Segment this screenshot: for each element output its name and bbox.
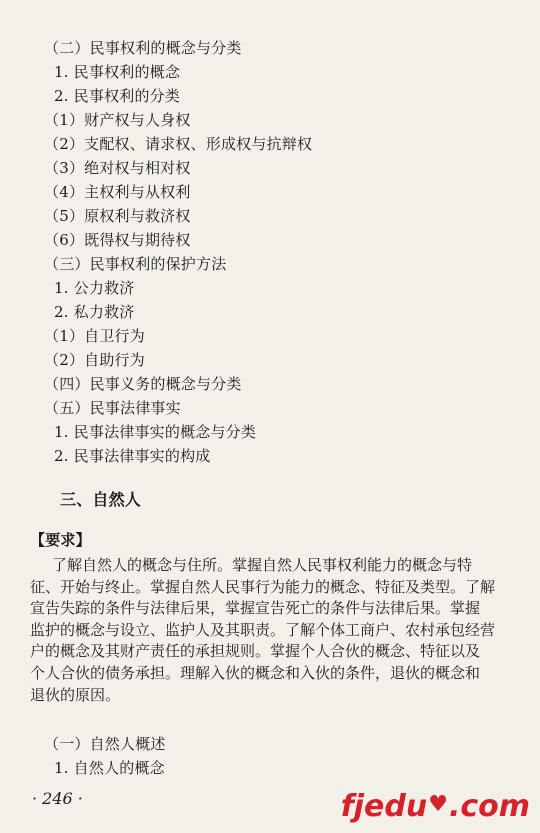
paragraph-line: 监护的概念与设立、监护人及其职责。了解个体工商户、农村承包经营 <box>30 620 496 639</box>
outline-line-5: （2）支配权、请求权、形成权与抗辩权 <box>44 135 313 153</box>
paragraph-line: 征、开始与终止。掌握自然人民事行为能力的概念、特征及类型。了解 <box>30 577 496 596</box>
outline-line-10: （三）民事权利的保护方法 <box>44 255 227 273</box>
page-number: · 246 · <box>32 789 83 808</box>
outline-line-2: 1. 民事权利的概念 <box>54 63 181 81</box>
outline-line-6: （3）绝对权与相对权 <box>44 159 191 177</box>
sub-item: 1. 自然人的概念 <box>54 759 165 777</box>
outline-line-4: （1）财产权与人身权 <box>44 111 191 129</box>
outline-line-14: （2）自助行为 <box>44 351 145 369</box>
watermark-text-left: fjedu <box>340 788 428 824</box>
watermark-text-right: .com <box>448 788 530 824</box>
paragraph-line: 退伙的原因。 <box>30 685 121 704</box>
outline-line-15: （四）民事义务的概念与分类 <box>44 375 242 393</box>
requirement-label: 【要求】 <box>30 531 91 549</box>
outline-line-12: 2. 私力救济 <box>54 303 135 321</box>
section-heading: 三、自然人 <box>60 490 142 509</box>
heart-icon: ♥ <box>428 791 448 817</box>
watermark-logo <box>341 788 530 824</box>
paragraph-line: 户的概念及其财产责任的承担规则。掌握个人合伙的概念、特征以及 <box>30 642 481 661</box>
outline-line-7: （4）主权利与从权利 <box>44 183 191 201</box>
outline-line-17: 1. 民事法律事实的概念与分类 <box>54 423 257 441</box>
outline-line-11: 1. 公力救济 <box>54 279 135 297</box>
outline-line-9: （6）既得权与期待权 <box>44 231 191 249</box>
outline-line-18: 2. 民事法律事实的构成 <box>54 447 211 465</box>
outline-line-1: （二）民事权利的概念与分类 <box>44 39 242 57</box>
outline-line-16: （五）民事法律事实 <box>44 399 181 417</box>
requirement-paragraph <box>30 555 516 706</box>
paragraph-line: 个人合伙的债务承担。理解入伙的概念和入伙的条件，退伙的概念和 <box>30 663 481 682</box>
outline-line-8: （5）原权利与救济权 <box>44 207 191 225</box>
outline-line-3: 2. 民事权利的分类 <box>54 87 181 105</box>
outline-line-13: （1）自卫行为 <box>44 327 145 345</box>
sub-heading: （一）自然人概述 <box>44 735 166 753</box>
paragraph-line: 了解自然人的概念与住所。掌握自然人民事权利能力的概念与特 <box>52 556 473 574</box>
paragraph-line: 宣告失踪的条件与法律后果，掌握宣告死亡的条件与法律后果。掌握 <box>30 599 481 618</box>
